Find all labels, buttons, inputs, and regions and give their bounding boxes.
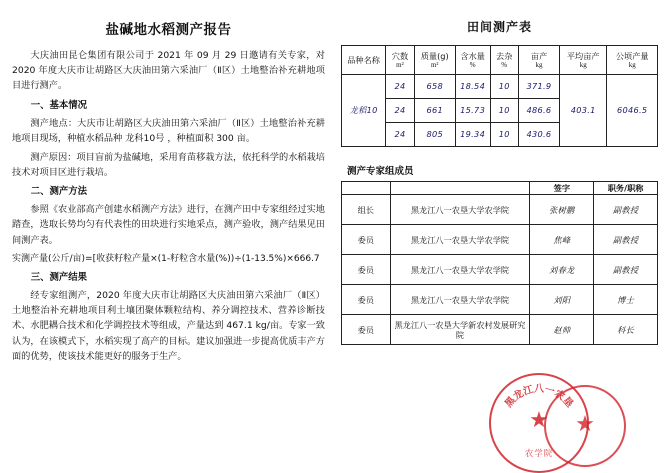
table-row <box>342 195 658 225</box>
cell-moisture: 18.54 <box>455 75 490 99</box>
cell-signature: 焦峰 <box>530 225 594 255</box>
report-left-column <box>0 0 335 450</box>
cell-job-title: 副教授 <box>594 255 658 285</box>
col-hectare-yield: 公顷产量 kg <box>607 46 658 75</box>
cell-job-title: 博士 <box>594 285 658 315</box>
cell-impurity: 10 <box>490 75 518 99</box>
cell-organization: 黑龙江八一农垦大学新农村发展研究院 <box>390 315 530 345</box>
cell-organization: 黑龙江八一农垦大学农学院 <box>390 225 530 255</box>
section-heading-method: 二、测产方法 <box>30 186 88 198</box>
seal-arc-text <box>491 375 587 471</box>
seal-bottom-text: 农学院 <box>524 449 554 459</box>
cell-moisture: 15.73 <box>455 99 490 123</box>
cell-yield: 486.6 <box>518 99 559 123</box>
col-mass: 质量(g) m² <box>414 46 455 75</box>
report-right-column <box>335 0 670 459</box>
col-impurity: 去杂 % <box>490 46 518 75</box>
cell-role: 组长 <box>342 195 391 225</box>
expert-table-title: 测产专家组成员 <box>347 166 414 177</box>
cell-role: 委员 <box>342 225 391 255</box>
table-row <box>342 315 658 345</box>
cell-organization: 黑龙江八一农垦大学农学院 <box>390 195 530 225</box>
method-body: 参照《农业部高产创建水稻测产方法》进行，在测产田中专家组经过实地踏查，选取长势均匀有代表性的田块进行实地采点，测产验收，测产结果见田间测产表。 <box>12 204 325 246</box>
basic-info-location: 测产地点：大庆市让胡路区大庆油田第六采油厂（Ⅱ区）土地整治补充耕地项目现场，种植水稻品种 龙科10号 ，种植面积 300 亩。 <box>12 117 325 144</box>
basic-info-reason: 测产原因：项目盲前为盐碱地，采用育苗移栽方法，依托科学的水稻栽培技术对项目区进行栽培。 <box>12 151 325 179</box>
star-icon: ★ <box>529 407 549 433</box>
col-holes: 穴数 m² <box>386 46 414 75</box>
page-title: 盐碱地水稻测产报告 <box>105 22 232 38</box>
cell-job-title: 科长 <box>594 315 658 345</box>
cell-signature: 刘春龙 <box>530 255 594 285</box>
table-header-row <box>342 46 658 75</box>
cell-signature: 赵帅 <box>530 315 594 345</box>
cell-mass: 661 <box>414 99 455 123</box>
cell-mass: 805 <box>414 123 455 147</box>
cell-organization: 黑龙江八一农垦大学农学院 <box>390 255 530 285</box>
table-row <box>342 75 658 99</box>
star-icon: ★ <box>575 410 595 436</box>
section-heading-result: 三、测产结果 <box>30 272 88 284</box>
cell-moisture: 19.34 <box>455 123 490 147</box>
table-row <box>342 285 658 315</box>
cell-role: 委员 <box>342 285 391 315</box>
col-organization <box>390 182 530 195</box>
col-moisture: 含水量 % <box>455 46 490 75</box>
cell-holes: 24 <box>386 75 414 99</box>
cell-organization: 黑龙江八一农垦大学农学院 <box>390 285 530 315</box>
yield-formula: 实测产量(公斤/亩)=[收获籽粒产量×(1-籽粒含水量(%))÷(1-13.5%)×666.7 <box>12 253 320 264</box>
secondary-seal-stamp <box>544 385 626 467</box>
expert-group-section <box>341 163 658 459</box>
svg-text:黑龙江八一农垦 <box>502 382 577 410</box>
cell-avg-yield: 403.1 <box>560 75 607 147</box>
cell-impurity: 10 <box>490 99 518 123</box>
cell-role: 委员 <box>342 315 391 345</box>
result-body: 经专家组测产，2020 年度大庆市让胡路区大庆油田第六采油厂（Ⅱ区）土地整治补充耕地项目利土壤团聚体颗粒结构、养分调控技术、营养诊断技术、水肥耦合技术和化学调控技术等组成，产量达到 467.1 kg/亩。专家一致认为，在该模式下，水稻实现了高产的目标。建议加强进一步提高优质丰产方面的优势，使该技术能更好的服务于生产。 <box>12 290 325 362</box>
cell-signature: 张树鹏 <box>530 195 594 225</box>
expert-group-table <box>341 181 658 345</box>
cell-mass: 658 <box>414 75 455 99</box>
col-avg-yield: 平均亩产 kg <box>560 46 607 75</box>
table-row <box>342 255 658 285</box>
cell-yield: 371.9 <box>518 75 559 99</box>
table-row <box>342 225 658 255</box>
cell-impurity: 10 <box>490 123 518 147</box>
col-yield: 亩产 kg <box>518 46 559 75</box>
cell-signature: 刘阳 <box>530 285 594 315</box>
cell-variety: 龙稻10 <box>342 75 386 147</box>
cell-role: 委员 <box>342 255 391 285</box>
field-yield-table <box>341 45 658 147</box>
cell-holes: 24 <box>386 123 414 147</box>
seal-top-text: 黑龙江八一农垦 <box>503 384 575 410</box>
cell-holes: 24 <box>386 99 414 123</box>
intro-paragraph: 大庆油田昆仑集团有限公司于 2021 年 09 月 29 日邀请有关专家，对 2020 年度大庆市让胡路区大庆油田第六采油厂（Ⅱ区）土地整治补充耕地项目进行测产。 <box>12 50 325 92</box>
col-job-title: 职务/职称 <box>594 182 658 195</box>
col-role <box>342 182 391 195</box>
cell-yield: 430.6 <box>518 123 559 147</box>
col-signature: 签字 <box>530 182 594 195</box>
expert-header-row <box>342 182 658 195</box>
field-table-title: 田间测产表 <box>466 20 532 34</box>
cell-job-title: 副教授 <box>594 195 658 225</box>
col-variety: 品种名称 <box>342 46 386 75</box>
cell-hectare-yield: 6046.5 <box>607 75 658 147</box>
cell-job-title: 副教授 <box>594 225 658 255</box>
section-heading-basic-info: 一、基本情况 <box>30 99 88 111</box>
official-seal-stamp <box>489 373 589 473</box>
